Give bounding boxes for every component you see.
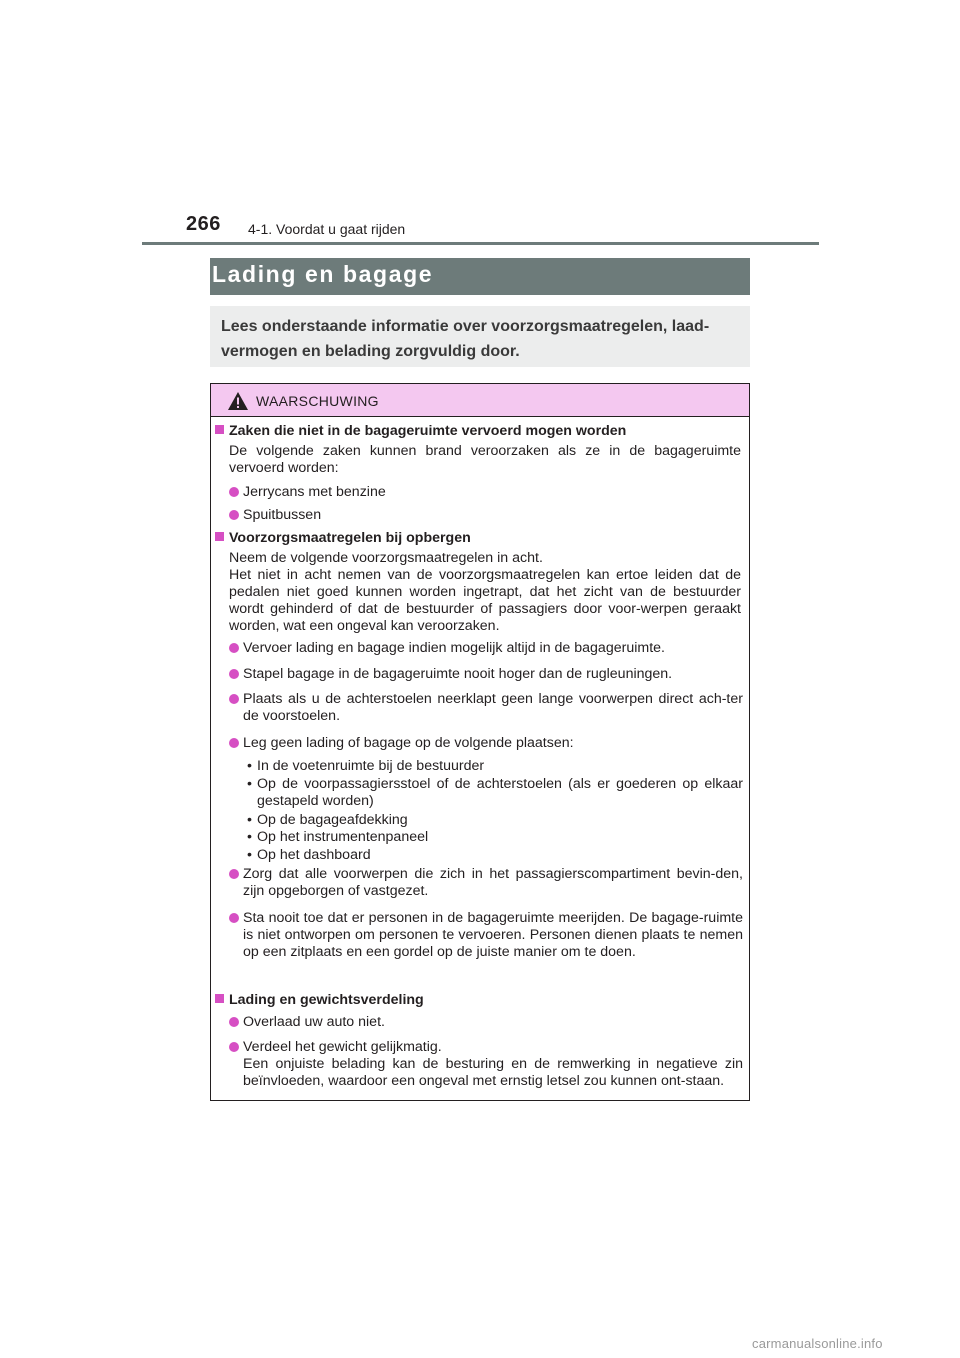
warning-header xyxy=(211,384,749,417)
heading-text: Voorzorgsmaatregelen bij opbergen xyxy=(229,530,471,546)
list-item: Sta nooit toe dat er personen in de bagageruimte meerijden. De bagage-ruimte is niet ontworpen om personen te vervoeren. Personen dienen plaats te nemen op een zitplaats en een gordel op de juiste manier om te doen. xyxy=(229,910,743,961)
intro-text: Lees onderstaande informatie over voorzorgsmaatregelen, laad-vermogen en belading zorgvuldig door. xyxy=(221,318,710,360)
sub-list-item: • In de voetenruimte bij de bestuurder xyxy=(247,758,485,774)
circle-bullet-icon xyxy=(229,913,239,923)
warning-paragraph: De volgende zaken kunnen brand veroorzaken als ze in de bagageruimte vervoerd worden: xyxy=(229,443,741,476)
section-label: 4-1. Voordat u gaat rijden xyxy=(248,221,406,237)
warning-paragraph: Het niet in acht nemen van de voorzorgsmaatregelen kan ertoe leiden dat de pedalen niet goed kunnen worden ingetrapt, dat het zicht van de bestuurder wordt gehinderd of dat de bestuurder of passagiers door voor-werpen geraakt worden, wat een ongeval kan veroorzaken. xyxy=(229,567,741,634)
list-item: Vervoer lading en bagage indien mogelijk altijd in de bagageruimte. xyxy=(229,640,743,657)
circle-bullet-icon xyxy=(229,1017,239,1027)
circle-bullet-icon xyxy=(229,738,239,748)
heading-text: Lading en gewichtsverdeling xyxy=(229,992,424,1008)
list-item: Spuitbussen xyxy=(229,507,743,524)
warning-paragraph: Neem de volgende voorzorgsmaatregelen in acht. xyxy=(229,550,543,566)
sub-list-item: • Op de bagageafdekking xyxy=(247,812,408,828)
square-bullet-icon xyxy=(215,532,224,541)
warning-heading xyxy=(215,423,626,440)
page-title: Lading en bagage xyxy=(212,261,434,287)
header-divider xyxy=(142,242,819,245)
intro-box xyxy=(210,306,750,367)
title-bar xyxy=(210,258,750,295)
list-item: Stapel bagage in de bagageruimte nooit hoger dan de rugleuningen. xyxy=(229,666,743,683)
square-bullet-icon xyxy=(215,425,224,434)
circle-bullet-icon xyxy=(229,487,239,497)
circle-bullet-icon xyxy=(229,510,239,520)
warning-heading xyxy=(215,530,471,547)
warning-label: WAARSCHUWING xyxy=(256,393,379,409)
circle-bullet-icon xyxy=(229,694,239,704)
list-item: Zorg dat alle voorwerpen die zich in het passagierscompartiment bevin-den, zijn opgeborgen of vastgezet. xyxy=(229,866,743,900)
page-header xyxy=(0,0,960,248)
list-item: Jerrycans met benzine xyxy=(229,484,743,501)
heading-text: Zaken die niet in de bagageruimte vervoerd mogen worden xyxy=(229,423,627,439)
circle-bullet-icon xyxy=(229,1042,239,1052)
list-item: Verdeel het gewicht gelijkmatig. Een onjuiste belading kan de besturing en de remwerking in negatieve zin beïnvloeden, waardoor een ongeval met ernstig letsel zou kunnen ont-staan. xyxy=(229,1039,743,1090)
sub-list-item: • Op de voorpassagiersstoel of de achterstoelen (als er goederen op elkaar gestapeld worden) xyxy=(247,776,743,809)
circle-bullet-icon xyxy=(229,643,239,653)
warning-box xyxy=(210,383,750,1101)
square-bullet-icon xyxy=(215,994,224,1003)
list-item: Leg geen lading of bagage op de volgende plaatsen: xyxy=(229,735,743,752)
watermark: carmanualsonline.info xyxy=(752,1336,883,1351)
sub-list-item: • Op het instrumentenpaneel xyxy=(247,829,429,845)
list-item: Overlaad uw auto niet. xyxy=(229,1014,743,1031)
sub-list-item: • Op het dashboard xyxy=(247,847,371,863)
warning-heading xyxy=(215,992,424,1009)
page-number: 266 xyxy=(186,213,221,235)
circle-bullet-icon xyxy=(229,669,239,679)
warning-triangle-icon xyxy=(227,391,249,411)
list-item: Plaats als u de achterstoelen neerklapt geen lange voorwerpen direct ach-ter de voorstoelen. xyxy=(229,691,743,725)
circle-bullet-icon xyxy=(229,869,239,879)
